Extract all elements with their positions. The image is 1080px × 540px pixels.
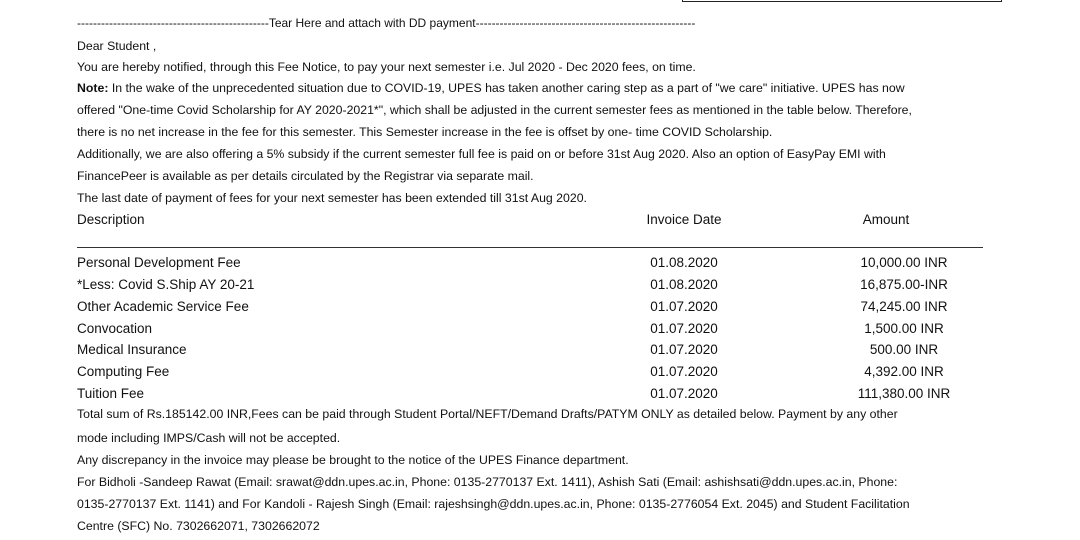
table-row xyxy=(0,277,1080,298)
top-box-outline xyxy=(682,0,1002,2)
total-line-2: mode including IMPS/Cash will not be accepted. xyxy=(77,431,341,445)
greeting: Dear Student , xyxy=(77,39,157,53)
note-paragraph-line-1 xyxy=(77,78,905,98)
row-description: Computing Fee xyxy=(77,364,170,379)
note-text: In the wake of the unprecedented situation due to COVID-19, UPES has taken another caring step as a part of "we care" initiative. UPES has now xyxy=(108,81,905,95)
total-line-1: Total sum of Rs.185142.00 INR,Fees can be paid through Student Portal/NEFT/Demand Drafts/PATYM ONLY as detailed below. Payment by any other xyxy=(77,407,898,421)
table-row xyxy=(0,255,1080,276)
header-divider xyxy=(77,247,983,248)
row-description: Personal Development Fee xyxy=(77,255,241,270)
contact-line-3: Centre (SFC) No. 7302662071, 7302662072 xyxy=(77,519,320,533)
row-amount: 500.00 INR xyxy=(869,342,939,357)
row-invoice-date: 01.07.2020 xyxy=(650,364,718,379)
row-description: Convocation xyxy=(77,321,153,336)
contact-line-2: 0135-2770137 Ext. 1141) and For Kandoli - Rajesh Singh (Email: rajeshsingh@ddn.upes.ac.in, Phone: 0135-2776054 Ext. 2045) and Student Facilitation xyxy=(77,497,910,511)
subsidy-line-1: Additionally, we are also offering a 5% subsidy if the current semester full fee is paid on or before 31st Aug 2020. Also an option of EasyPay EMI with xyxy=(77,147,886,161)
row-amount: 10,000.00 INR xyxy=(860,255,948,270)
last-date-line: The last date of payment of fees for your next semester has been extended till 31st Aug 2020. xyxy=(77,191,587,205)
row-amount: 1,500.00 INR xyxy=(864,321,944,336)
tear-line: ------------------------------------------------Tear Here and attach with DD payment------------------------------------------------------- xyxy=(77,16,696,30)
row-description: *Less: Covid S.Ship AY 20-21 xyxy=(77,277,255,292)
row-invoice-date: 01.07.2020 xyxy=(650,386,718,401)
row-amount: 111,380.00 INR xyxy=(857,386,951,401)
table-row xyxy=(0,342,1080,363)
row-invoice-date: 01.07.2020 xyxy=(650,342,718,357)
row-description: Other Academic Service Fee xyxy=(77,299,249,314)
row-invoice-date: 01.08.2020 xyxy=(650,255,718,270)
note-paragraph-line-2: offered "One-time Covid Scholarship for AY 2020-2021*", which shall be adjusted in the current semester fees as mentioned in the table below. Therefore, xyxy=(77,103,912,117)
contact-line-1: For Bidholi -Sandeep Rawat (Email: srawat@ddn.upes.ac.in, Phone: 0135-2770137 Ext. 1411), Ashish Sati (Email: ashishsati@ddn.upes.ac.in, Phone: xyxy=(77,475,898,489)
row-amount: 4,392.00 INR xyxy=(864,364,944,379)
row-description: Tuition Fee xyxy=(77,386,145,401)
row-amount: 74,245.00 INR xyxy=(860,299,948,314)
row-amount: 16,875.00-INR xyxy=(860,277,948,292)
row-invoice-date: 01.07.2020 xyxy=(650,299,718,314)
subsidy-line-2: FinancePeer is available as per details circulated by the Registrar via separate mail. xyxy=(77,169,534,183)
header-amount: Amount xyxy=(862,212,910,227)
row-invoice-date: 01.08.2020 xyxy=(650,277,718,292)
table-row xyxy=(0,299,1080,320)
header-invoice-date: Invoice Date xyxy=(646,212,722,227)
row-description: Medical Insurance xyxy=(77,342,187,357)
header-description: Description xyxy=(77,212,145,227)
row-invoice-date: 01.07.2020 xyxy=(650,321,718,336)
notice-text: You are hereby notified, through this Fee Notice, to pay your next semester i.e. Jul 2020 - Dec 2020 fees, on time. xyxy=(77,60,696,74)
note-label: Note: xyxy=(77,81,109,95)
table-row xyxy=(0,321,1080,342)
note-paragraph-line-3: there is no net increase in the fee for this semester. This Semester increase in the fee is offset by one- time COVID Scholarship. xyxy=(77,125,773,139)
table-row xyxy=(0,364,1080,385)
discrepancy-line: Any discrepancy in the invoice may please be brought to the notice of the UPES Finance department. xyxy=(77,453,629,467)
